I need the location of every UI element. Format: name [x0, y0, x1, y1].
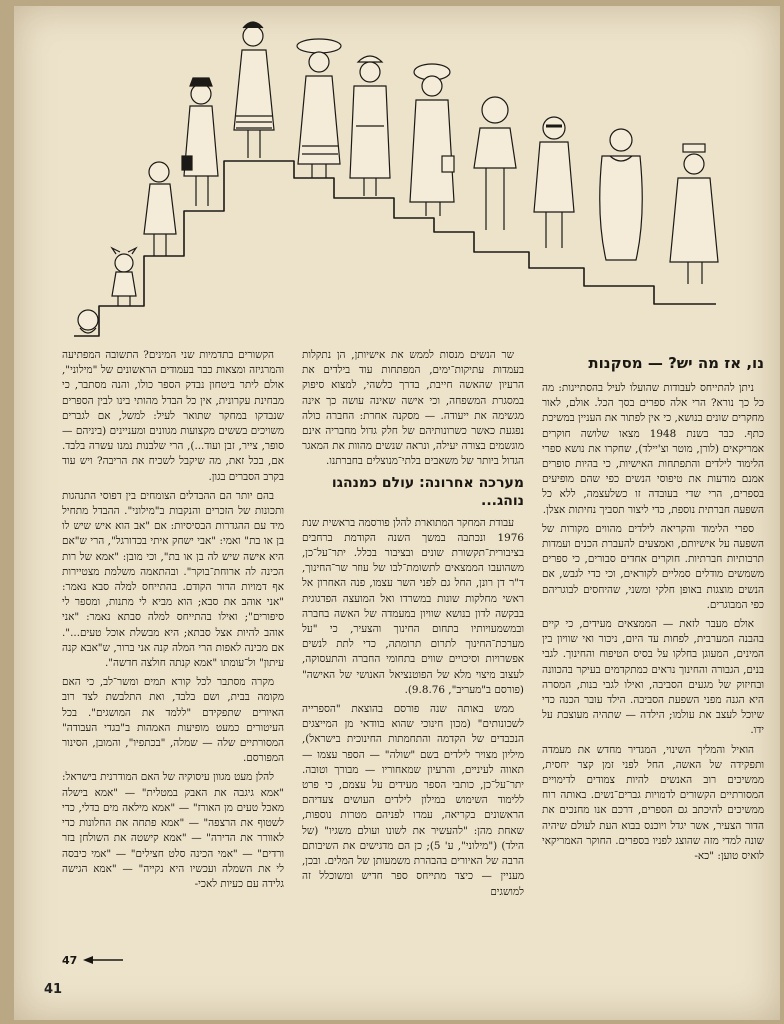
paragraph: ממש באותה שנה פורסם בהוצאת "הספרייה לשכונותים" (מכון חינוכי שהוא בוודאי מן המייצגים הנכבדים של הקדמה והתחמתות החינוכית בישראל), מיליון מצויר לילדים בשם "שולה" — הספר עצמו — תאווה לעיניים, והרעיון שמאחוריו — מבורך וטובה. יתר־על־כן, כותבי הספר מעידים על עצמם, כי פרט ללימוד השימוש במילון לילדים העושים צעדיהם הראשונים בקריאה, עמדו לפניהם מטרות נוספות, שאחת מהן: "להעשיר את לשונו ועולם משגיו" (של הילד) ("מילוני", ע' 5); כן הם מדגישים את השיבותם הרבה של האיורים בהבהרת משמעותן של המלים. ובכן, מעניין — כיצד מתייחס ספר חדיש ומשוכלל זה למושגים — [302, 703, 524, 898]
woman-in-wide-hat — [297, 39, 341, 178]
paragraph: בהם יותר הם ההבדלים הצומחים בין דפוסי התנהגות ותכונות של הזכרים והנקבות ב"מילוני". ההבדל מתחיל מיד עם ההגדרות הבסיסיות: אם "אב הוא איש שיש לו בן או בת" ואמי: "אבי ישחק איתי בכדורגל", הרי ש"אם היא אישה שיש לה בן או בת", וכי מובן: "אמא של רות הכינה לה ארוחת־בוקר". ובהתאמה משלמת מצטיירות אף דמויות הדור הקודם. בהתייחס למלה סבא נאמר: "אני אוהב את סבא; הוא מביא לי מתנות, ומספר לי סיפורים"; ואילו בהתייחס למלה סבתא נאמר: "אני אוהב להיות אצל סבתא; היא מבשלת אוכל טעים...". אם מכינה לאפות הרי המלה קנה אני ברור, ש"אבא קנה עיתון" ול־עומתו "אמא קנתה חולצה חדשה". — [62, 489, 284, 670]
flapper-woman — [234, 22, 274, 158]
woman-in-suit-with-hat — [670, 144, 718, 284]
article-body — [52, 348, 764, 970]
schoolgirl-with-bag — [182, 78, 218, 206]
paragraph: מקרה מסתבר לכל קורא תמים ומשר־לב, כי האם מקומה בבית, ושם בלבד, ואת התלבשת לצד רוב האיורים שתפקידם "ללמד את המושגים". בכל העיטורים כמעט מופיעות האמהות ב"בגדי העבודה" המסורתיים שלה — שמלה, "בכתפיו", והמובן, הסינור המפורסם. — [62, 676, 284, 765]
woman-with-flower-hat — [410, 64, 454, 216]
paragraph: שר הנשים מנסות לממש את אישיותן, הן נתקלות בעמדות עתיקות־ימים, המפתחות עוד בילדים את הרעיון שהאשה חייבת, בדרך כלשהי, למצוא סיפוק במסגרת המשפחה, וכי אישה שאינה עושה כך אינה מגשימה את ייעודה. — מסקנה אחרת: החברה כולה נפגעת כאשר כשרונותיהם של חלק גדול מחבריה אינם מוגשמים בצורה יעילה, ונראה שנשים מהוות את המאגר הגדול ביותר של משאבים בלתי־מנוצלים בחברתנו. — [302, 349, 524, 468]
continued-on-page[interactable] — [62, 953, 125, 968]
paragraph: אולם מעבר לזאת — הממצאים מעידים, כי קיים בהבנה המערבית, לפחות עד היום, ניכור ואי שוויון בין המינים, המעוגן בחלקו על בסיס הטיפוח והחינוך. לגבי בנים, הגבורה והחינוך נראים כמתקדמים בעיקר בהכוונה ובחיזוק של מגעים הסביבה, ואילו לגבי בנות, המסרה היא הגנה מפני השפעת הסביבה. הילד עובר הכנה כדי שיוכל לעצב את עולמו; הילדה — שתהיה מעוצבת על ידו. — [542, 618, 764, 737]
woman-in-cloche — [350, 56, 390, 196]
paragraph: ספרי הלימוד והקריאה לילדים מהווים מקורות של השפעה על אישיותם, ואמצעים להעברת הכנים ועמדות תרבותיות חברתיות. חוקרים אחדים סבורים, כי ספרים משמשים מודלים סמליים לקוראים, וכי כדי לגבש, אם הנשים מוצגות באופן חלקי ומשני, שהיחסים לבוגריהם כפי המבוגרים. — [542, 522, 764, 611]
woman-with-sunglasses — [534, 117, 574, 248]
paragraph: ניתן להתייחס לעבודות שהועלו לעיל בהסתייגות: מה כל כך נורא? הרי אלה ספרים בסך הכל. אולם, לאור מחקרים שונים בנושא, כי אין לפתור את העניין במשיכת כתף. כבר בשנת 1948 מצאו שלושה חוקרים אמריקאים (לורן, מוטר וצ'יילד), שחקרו את נושא ספרי הלימוד לילדים והתפתחות האישיות, כי בהיות סופרים אמנם מודעות את טיפוסי הנשים כפי שהם מופיעים בספרים, הרי שדי בעובדה זו כשלעצמה, ללא כל השפעה חברתית נוספת, כדי ליצור תסביך נחיתות אצלן. — [542, 382, 764, 516]
woman-in-fur-coat — [600, 129, 643, 260]
curly-haired-woman — [474, 97, 516, 230]
column-left — [62, 348, 284, 968]
paragraph: הקשורים בתדמיות שני המינים? התשובה המפתיעה והמרגיזה ומצאות כבר בעמודים הראשונים של "מילוני", אולם ליתר ביטחון נבדק הספר כולו, והנה מסתבר, כי מבחינת עקרונית, אין כל הבדל מהותי בינו לבין הספרים שנבדקו במחקר שתואר לעיל: למשל, אם לגברים משויכים בששים מקצועות מגוונים ומעניינים (ביניהם — סופר, צייר, זבן ועוד...), הרי שלבנות נמנו עשרה בלבד. אם, בכל זאת, מה שיקבל לשכיח את הריבה? ויש עוד בקרב הסברים בגון. — [62, 349, 284, 483]
paragraph: עבודת המחקר המתוארת להלן פורסמה בראשית שנת 1976 ונכתבה במשך השנה הקודמת ברחבים בציבורית־תקשורת שונים ובציבור בכלל. יתר־על־כן, משהועבו הממצאים לתשומת־לבו של עוזר שר־החינוך, ד"ר דן רונן, החל גם לפני השר עצמו, פנה האחרון אל ראשי מחלקות שונות במשרדו ואל המועצה הפדגוגית בבקשה לדון בנושא שוויון במעמדה של האשה בחברה ובמשמעויותיו בתחום החינוך והצעיר, כי "על מערכת־החינוך לתרום תרומתה, כדי לתת לנשים אפשרויות וסיכויים שווים בתחומי החברה והתעסוקה, לעצוב מיצוי מלא של הפוטנציאל האנושי של האישה" (פורסם ב"מעריב", 9.8.76). — [302, 516, 524, 696]
section-headline: נו, אז מה יש? — מסקנות — [588, 354, 764, 372]
baby-figure — [78, 310, 98, 333]
jump-page-number: 47 — [62, 953, 78, 967]
column-right — [542, 348, 764, 968]
paragraph: להלן מעט מגוון עיסוקיה של האם המודרנית בישראל: "אמא גיגבה את האבק במטלית" — "אמא בישלה מאכל טעים מן האורז" — "אמא מילאה מים בדלי, כדי לשטוף את הרצפה" — "אמא פתחה את החלונות כדי לאוורר את הדירה" — "אמא קישטה את השולחן בזר ורדים" — "אמי הכינה סלט חצילים" — "אמי כיבסה לי את השמלה ועכשיו היא נקייה" — "אמא הגישה גלידה עם כעיות לאכי- — [62, 771, 284, 890]
paragraph: הואיל והמליך השינוי, המגדיר מחדש את מעמדה ותפקידה של האשה, החל לפני זמן קצר יחסית, ממשיכים רוב האנשים להיות צמודים לדימויים המסורתיים הקשורים לדמויות גברים־נשים. באותה רוח ממשיכים להיכתב גם הספרים, דרכם אנו מחנכים את הדור הצעיר, אשר יגדל ויוכנס בבוא העת לעולם שיהיה שונה למדי מזה שהוצג לפניו בספרים. החוקר האמריקאי לואיס טוען: "כא- — [542, 743, 764, 863]
magazine-page — [14, 6, 780, 1020]
little-girl-with-bow — [112, 248, 136, 306]
column-middle — [302, 348, 524, 968]
page-number: 41 — [44, 982, 63, 997]
section-subhead: מערכה אחרונה: עולם כמנהגו נוהג... — [331, 474, 524, 509]
girl-in-dress — [144, 162, 176, 256]
staircase-illustration — [54, 6, 744, 346]
arrow-left-icon — [81, 955, 125, 965]
